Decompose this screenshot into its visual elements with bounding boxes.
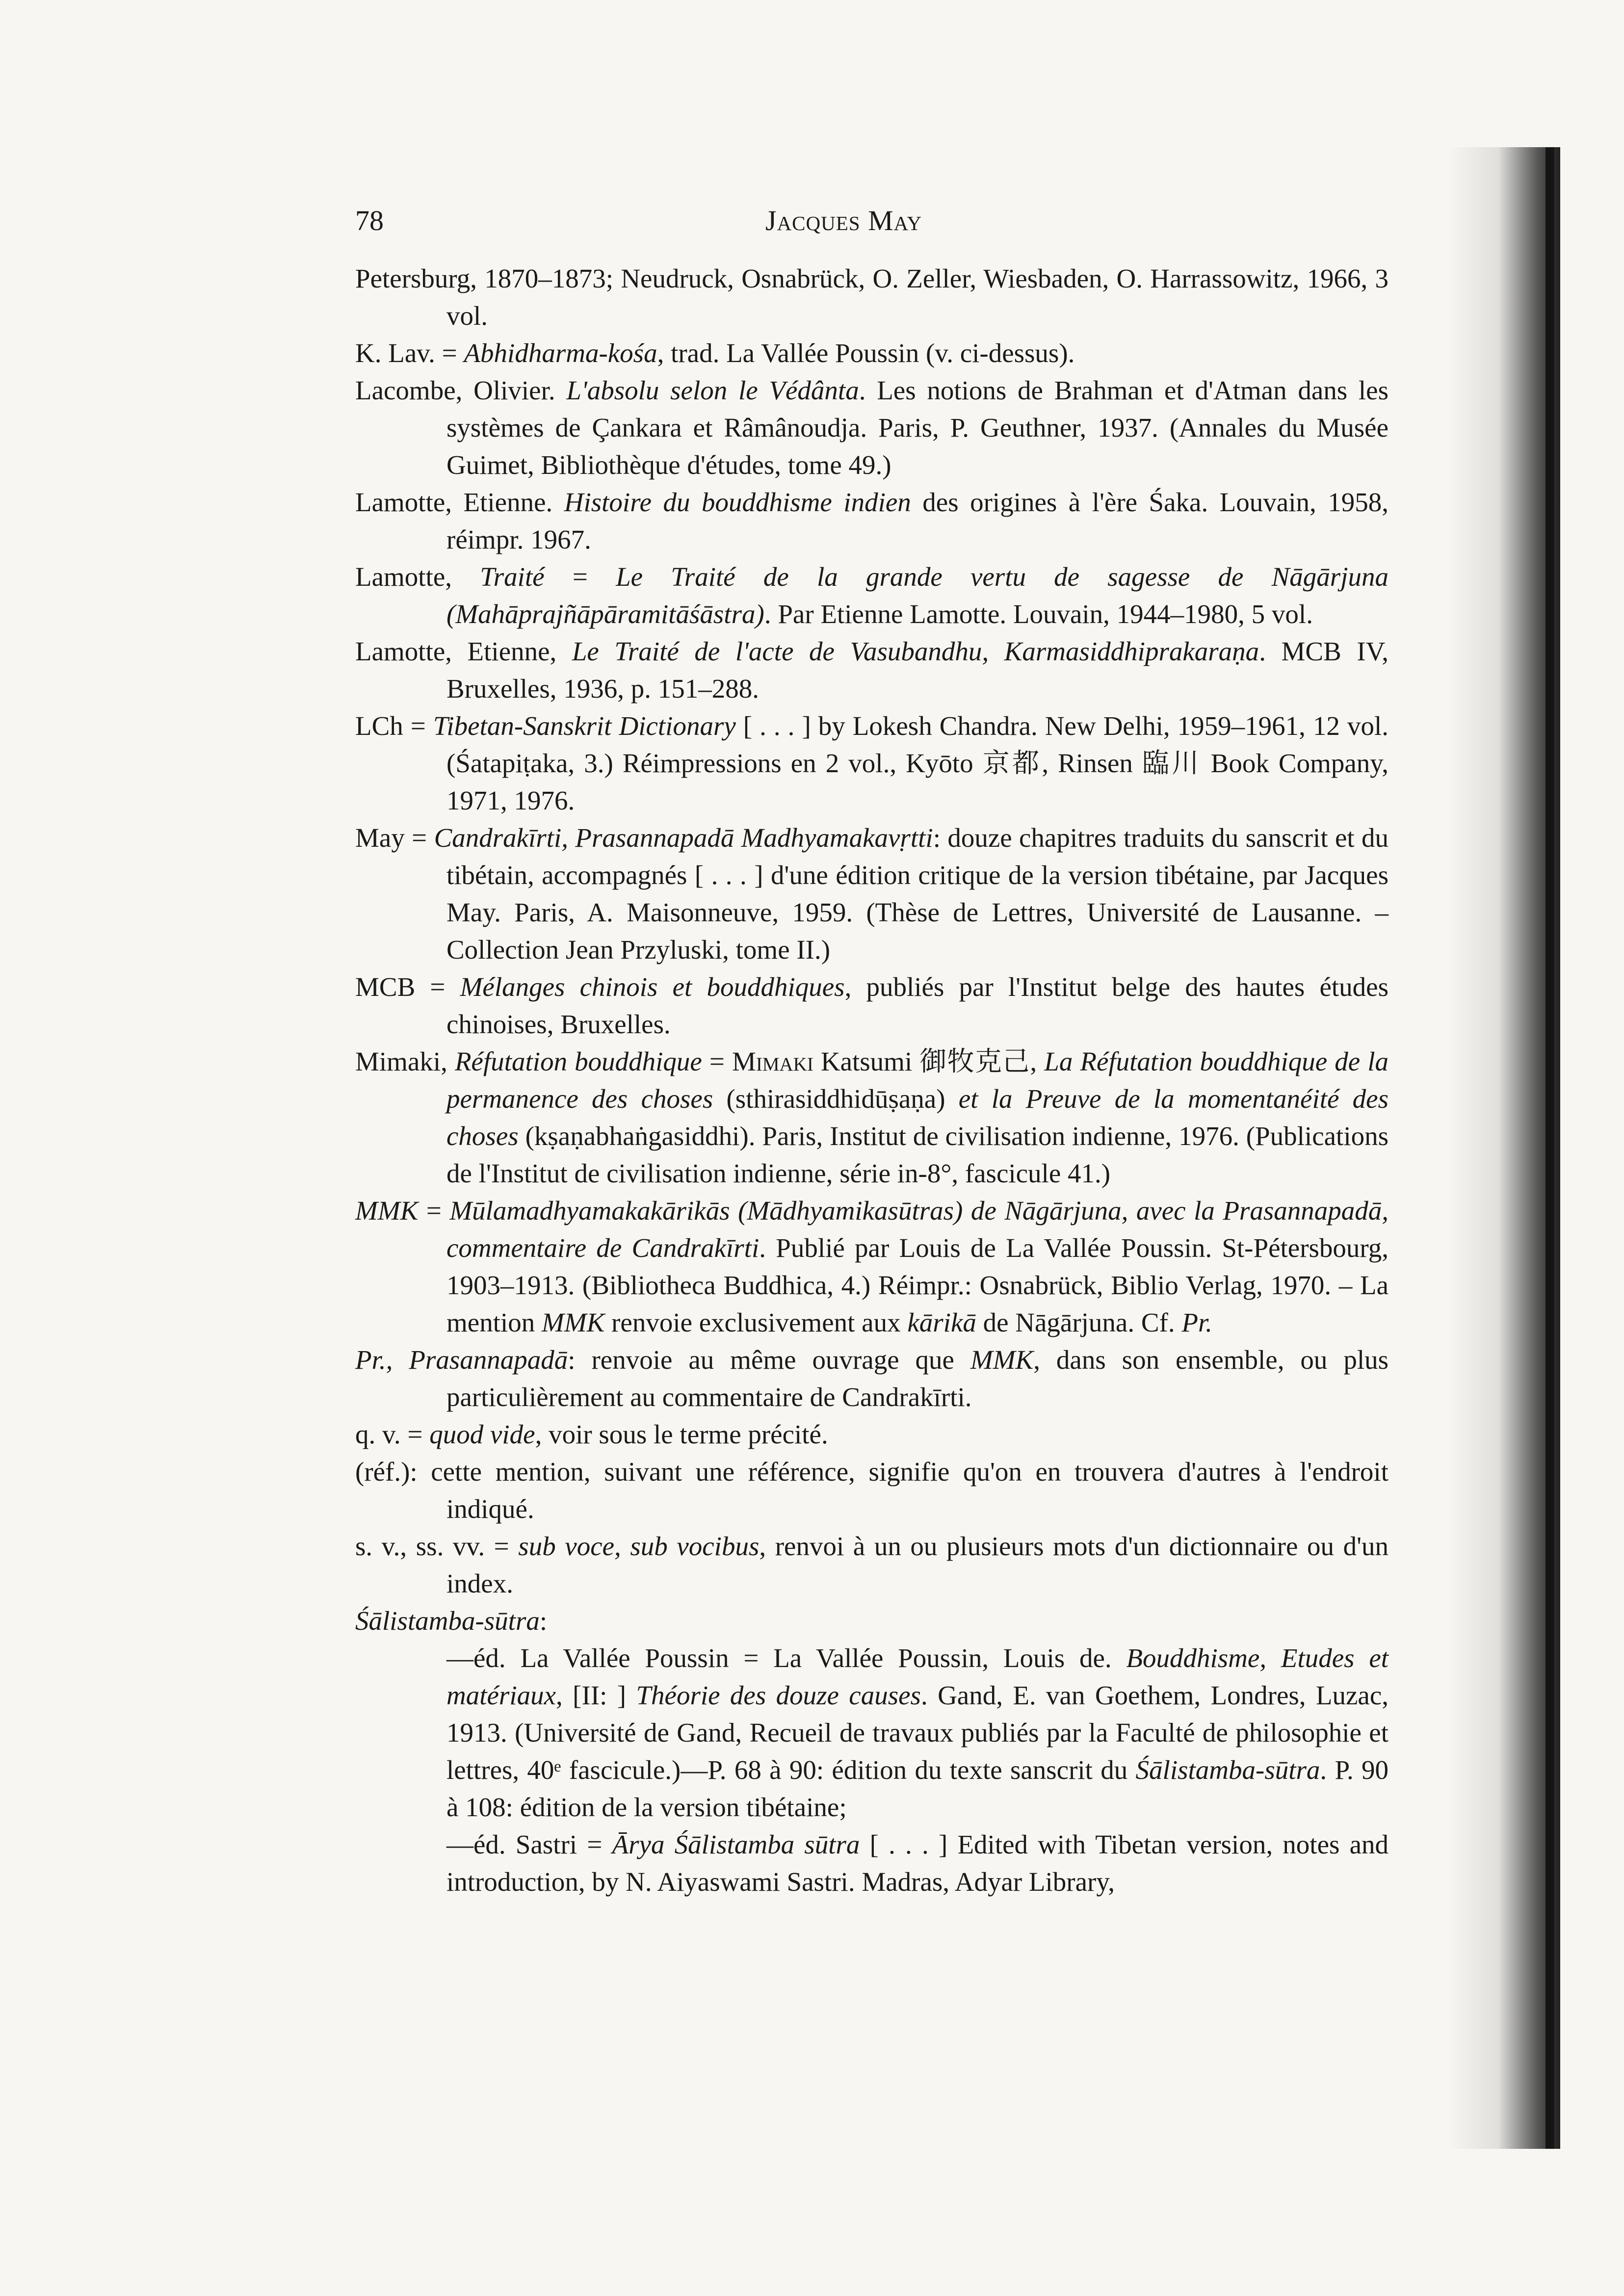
entry-mimaki: Mimaki, Réfutation bouddhique = Mimaki Katsumi 御牧克己, La Réfutation bouddhique de la permanence des choses (sthirasiddhidūṣaṇa) et la Preuve de la momentanéité des choses (kṣaṇabhaṅgasiddhi). Paris, Institut de civilisation indienne, 1976. (Publications de l'Institut de civilisation indienne, série in-8°, fascicule 41.) [355,1046,1388,1188]
entry-sv: s. v., ss. vv. = sub voce, sub vocibus, renvoi à un ou plusieurs mots d'un dictionnaire ou d'un index. [355,1531,1388,1598]
entry-mcb: MCB = Mélanges chinois et bouddhiques, publiés par l'Institut belge des hautes études chinoises, Bruxelles. [355,972,1388,1039]
entry-salistamba: Śālistamba-sūtra: [355,1606,548,1636]
running-head: Jacques May [765,205,922,236]
entry-lacombe: Lacombe, Olivier. L'absolu selon le Védânta. Les notions de Brahman et d'Atman dans les systèmes de Çankara et Râmânoudja. Paris, P. Geuthner, 1937. (Annales du Musée Guimet, Bibliothèque d'études, tome 49.) [355,375,1388,480]
entry-lamotte-acte: Lamotte, Etienne, Le Traité de l'acte de Vasubandhu, Karmasiddhiprakaraṇa. MCB IV, Bruxelles, 1936, p. 151–288. [355,636,1388,704]
page-edge-line [1545,147,1554,2149]
entry-lch: LCh = Tibetan-Sanskrit Dictionary [ . . . ] by Lokesh Chandra. New Delhi, 1959–1961, 12 vol. (Śatapiṭaka, 3.) Réimpressions en 2 vol., Kyōto 京都, Rinsen 臨川 Book Company, 1971, 1976. [355,711,1388,815]
page-number: 78 [355,205,384,236]
entry-lamotte-traite: Lamotte, Traité = Le Traité de la grande vertu de sagesse de Nāgārjuna (Mahāprajñāpāramitāśāstra). Par Etienne Lamotte. Louvain, 1944–1980, 5 vol. [355,562,1388,629]
entry-k-lav: K. Lav. = Abhidharma-kośa, trad. La Vallée Poussin (v. ci-dessus). [355,338,1075,368]
bibliography-body [355,260,1388,1901]
salistamba-subentries [355,1640,1388,1901]
page-edge-shadow [1447,147,1560,2149]
entry-lamotte-histoire: Lamotte, Etienne. Histoire du bouddhisme indien des origines à l'ère Śaka. Louvain, 1958, réimpr. 1967. [355,487,1389,554]
subentry-ed-sastri: —éd. Sastri = Ārya Śālistamba sūtra [ . . . ] Edited with Tibetan version, notes and introduction, by N. Aiyaswami Sastri. Madras, Adyar Library, [446,1829,1388,1897]
entry-ref: (réf.): cette mention, suivant une référence, signifie qu'on en trouvera d'autres à l'endroit indiqué. [355,1457,1388,1524]
entry-qv: q. v. = quod vide, voir sous le terme précité. [355,1419,828,1449]
entry-pr: Pr., Prasannapadā: renvoie au même ouvrage que MMK, dans son ensemble, ou plus particulièrement au commentaire de Candrakīrti. [355,1345,1389,1412]
entry-petersburg-cont: Petersburg, 1870–1873; Neudruck, Osnabrück, O. Zeller, Wiesbaden, O. Harrassowitz, 1966, 3 vol. [355,263,1388,331]
entry-mmk: MMK = Mūlamadhyamakakārikās (Mādhyamikasūtras) de Nāgārjuna, avec la Prasannapadā, commentaire de Candrakīrti. Publié par Louis de La Vallée Poussin. St-Pétersbourg, 1903–1913. (Bibliotheca Buddhica, 4.) Réimpr.: Osnabrück, Biblio Verlag, 1970. – La mention MMK renvoie exclusivement aux kārikā de Nāgārjuna. Cf. Pr. [355,1196,1388,1337]
entry-may: May = Candrakīrti, Prasannapadā Madhyamakavṛtti: douze chapitres traduits du sanscrit et du tibétain, accompagnés [ . . . ] d'une édition critique de la version tibétaine, par Jacques May. Paris, A. Maisonneuve, 1959. (Thèse de Lettres, Université de Lausanne. – Collection Jean Przyluski, tome II.) [355,823,1389,965]
subentry-ed-lvp: —éd. La Vallée Poussin = La Vallée Poussin, Louis de. Bouddhisme, Etudes et matériaux, [II: ] Théorie des douze causes. Gand, E. van Goethem, Londres, Luzac, 1913. (Université de Gand, Recueil de travaux publiés par la Faculté de philosophie et lettres, 40ᵉ fascicule.)—P. 68 à 90: édition du texte sanscrit du Śālistamba-sūtra. P. 90 à 108: édition de la version tibétaine; [446,1643,1389,1822]
